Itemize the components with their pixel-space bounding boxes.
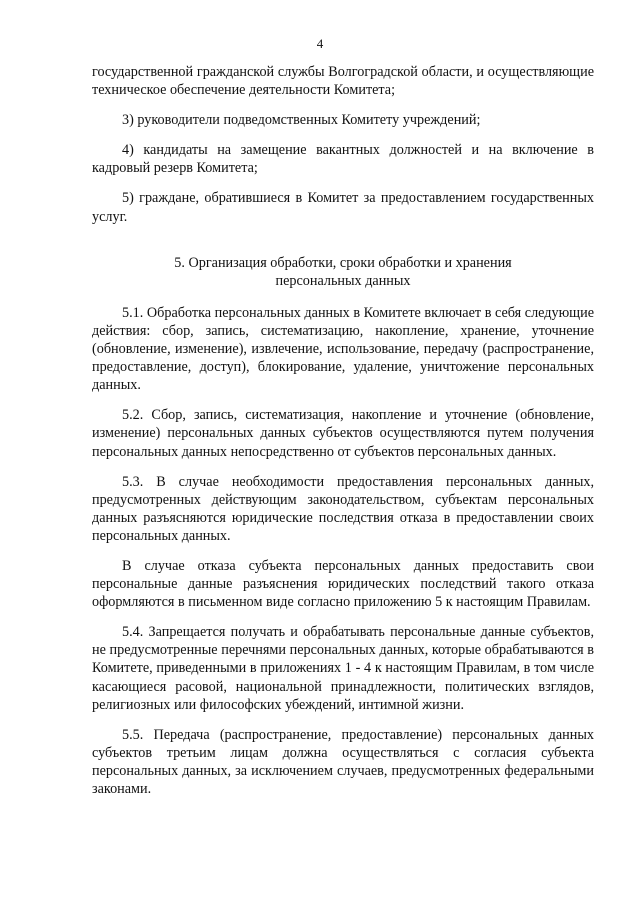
paragraph-5-2: 5.2. Сбор, запись, систематизация, накопление и уточнение (обновление, изменение) персональных данных субъектов осуществляются путем получения персональных данных непосредственно от субъектов персональных данных. [92, 407, 594, 460]
document-body [92, 63, 594, 810]
paragraph-5-3: 5.3. В случае необходимости предоставления персональных данных, предусмотренных действующим законодательством, субъектам персональных данных разъясняются юридические последствия отказа в предоставлении своих персональных данных. [92, 473, 594, 544]
paragraph-item-5: 5) граждане, обратившиеся в Комитет за предоставлением государственных услуг. [92, 190, 594, 225]
paragraph-5-5: 5.5. Передача (распространение, предоставление) персональных данных субъектов третьим лицам должна осуществляться с согласия субъекта персональных данных, за исключением случаев, предусмотренных федеральными законами. [92, 726, 594, 797]
page-number: 4 [316, 36, 324, 51]
paragraph-5-4: 5.4. Запрещается получать и обрабатывать персональные данные субъектов, не предусмотренные перечнями персональных данных, которые обрабатываются в Комитете, приведенными в приложениях 1 - 4 к настоящим Правилам, в том числе касающиеся расовой, национальной принадлежности, политических взглядов, религиозных или философских убеждений, интимной жизни. [92, 624, 594, 713]
paragraph-item-3: 3) руководители подведомственных Комитету учреждений; [122, 112, 481, 129]
paragraph-5-3-refusal: В случае отказа субъекта персональных данных предоставить свои персональные данные разъяснения юридических последствий такого отказа оформляются в письменном виде согласно приложению 5 к настоящим Правилам. [92, 557, 594, 611]
paragraph-5-1: 5.1. Обработка персональных данных в Комитете включает в себя следующие действия: сбор, запись, систематизацию, накопление, хранение, уточнение (обновление, изменение), извлечение, использование, передачу (распространение, предоставление, доступ), блокирование, удаление, уничтожение персональных данных. [92, 304, 594, 394]
paragraph-continuation: государственной гражданской службы Волгоградской области, и осуществляющие техническое обеспечение деятельности Комитета; [92, 64, 594, 99]
section-heading: 5. Организация обработки, сроки обработки и хранения персональных данных [174, 254, 512, 289]
paragraph-item-4: 4) кандидаты на замещение вакантных должностей и на включение в кадровый резерв Комитета; [92, 142, 594, 177]
